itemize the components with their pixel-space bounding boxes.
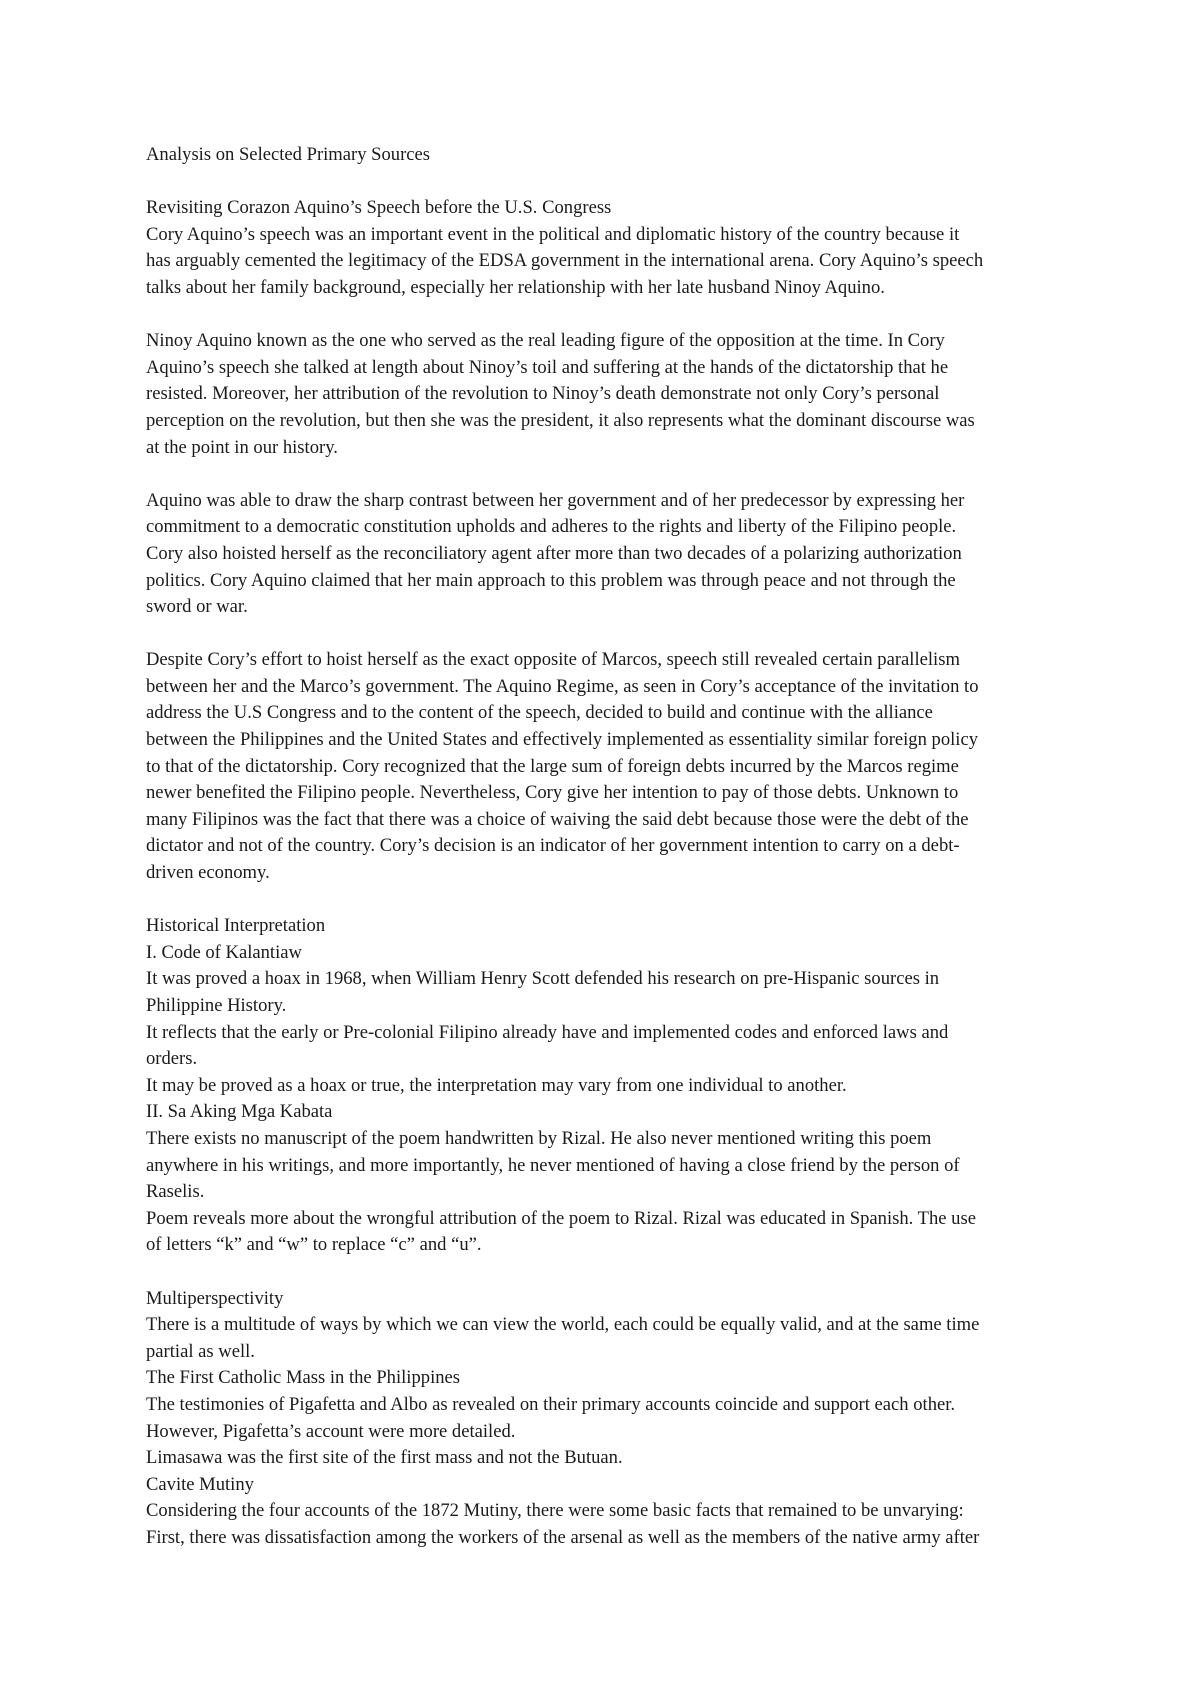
text-line: The testimonies of Pigafetta and Albo as revealed on their primary accounts coincide and support each other. xyxy=(146,1393,956,1415)
paragraph-gap xyxy=(146,461,1080,488)
text-line: Cavite Mutiny xyxy=(146,1473,254,1495)
paragraph-gap xyxy=(146,169,1080,196)
text-line: Analysis on Selected Primary Sources xyxy=(146,144,431,165)
text-line: partial as well. xyxy=(146,1340,255,1362)
text-line: many Filipinos was the fact that there was a choice of waiving the said debt because those were the debt of the xyxy=(146,808,969,830)
paragraph-gap xyxy=(146,887,1080,914)
text-line: at the point in our history. xyxy=(146,436,338,458)
text-line: Revisiting Corazon Aquino’s Speech before the U.S. Congress xyxy=(146,197,612,219)
text-line: address the U.S Congress and to the content of the speech, decided to build and continue with the alliance xyxy=(146,702,933,724)
text-line: Raselis. xyxy=(146,1181,205,1203)
paragraph-gap xyxy=(146,1259,1080,1286)
text-line: perception on the revolution, but then she was the president, it also represents what the dominant discourse was xyxy=(146,409,975,431)
text-line: Limasawa was the first site of the first mass and not the Butuan. xyxy=(146,1447,623,1469)
text-line: II. Sa Aking Mga Kabata xyxy=(146,1101,333,1123)
document-body xyxy=(146,142,1080,1551)
text-line: I. Code of Kalantiaw xyxy=(146,941,302,963)
text-line: It reflects that the early or Pre-colonial Filipino already have and implemented codes and enforced laws and xyxy=(146,1021,949,1043)
text-line: of letters “k” and “w” to replace “c” and “u”. xyxy=(146,1234,482,1256)
text-line: Philippine History. xyxy=(146,995,287,1016)
text-line: dictator and not of the country. Cory’s decision is an indicator of her government intention to carry on a debt- xyxy=(146,835,960,857)
text-line: There exists no manuscript of the poem handwritten by Rizal. He also never mentioned writing this poem xyxy=(146,1127,932,1149)
text-line: Aquino was able to draw the sharp contrast between her government and of her predecessor by expressing her xyxy=(146,489,965,511)
text-line: Cory also hoisted herself as the reconciliatory agent after more than two decades of a polarizing authorization xyxy=(146,542,962,564)
text-line: Historical Interpretation xyxy=(146,915,326,937)
text-line: Cory Aquino’s speech was an important event in the political and diplomatic history of the country because it xyxy=(146,223,960,245)
paragraph-gap xyxy=(146,302,1080,329)
text-line: The First Catholic Mass in the Philippines xyxy=(146,1367,461,1389)
text-line: Multiperspectivity xyxy=(146,1287,284,1309)
text-line: There is a multitude of ways by which we can view the world, each could be equally valid, and at the same time xyxy=(146,1314,980,1336)
text-line: Aquino’s speech she talked at length about Ninoy’s toil and suffering at the hands of the dictatorship that he xyxy=(146,356,949,378)
text-line: driven economy. xyxy=(146,862,270,884)
text-line: between her and the Marco’s government. The Aquino Regime, as seen in Cory’s acceptance of the invitation to xyxy=(146,675,979,697)
text-line: commitment to a democratic constitution upholds and adheres to the rights and liberty of the Filipino people. xyxy=(146,516,957,538)
text-line: to that of the dictatorship. Cory recognized that the large sum of foreign debts incurred by the Marcos regime xyxy=(146,755,959,777)
text-line: Ninoy Aquino known as the one who served as the real leading figure of the opposition at the time. In Cory xyxy=(146,330,945,352)
text-line: has arguably cemented the legitimacy of the EDSA government in the international arena. Cory Aquino’s speech xyxy=(146,250,984,272)
text-line: between the Philippines and the United States and effectively implemented as essentiality similar foreign policy xyxy=(146,729,979,751)
text-line: First, there was dissatisfaction among the workers of the arsenal as well as the members of the native army after xyxy=(146,1526,980,1548)
text-line: However, Pigafetta’s account were more detailed. xyxy=(146,1420,516,1442)
text-line: Considering the four accounts of the 1872 Mutiny, there were some basic facts that remained to be unvarying: xyxy=(146,1500,964,1522)
text-line: newer benefited the Filipino people. Nevertheless, Cory give her intention to pay of those debts. Unknown to xyxy=(146,782,959,804)
text-line: It was proved a hoax in 1968, when William Henry Scott defended his research on pre-Hispanic sources in xyxy=(146,968,940,990)
text-line: Poem reveals more about the wrongful attribution of the poem to Rizal. Rizal was educated in Spanish. The use xyxy=(146,1207,976,1229)
text-line: It may be proved as a hoax or true, the interpretation may vary from one individual to another. xyxy=(146,1074,847,1096)
text-line: orders. xyxy=(146,1048,198,1070)
text-line: anywhere in his writings, and more importantly, he never mentioned of having a close friend by the person of xyxy=(146,1154,960,1176)
text-line: resisted. Moreover, her attribution of the revolution to Ninoy’s death demonstrate not only Cory’s personal xyxy=(146,383,940,405)
text-line: talks about her family background, especially her relationship with her late husband Ninoy Aquino. xyxy=(146,276,885,298)
paragraph-gap xyxy=(146,621,1080,648)
text-line: Despite Cory’s effort to hoist herself as the exact opposite of Marcos, speech still revealed certain parallelism xyxy=(146,649,960,671)
text-line: sword or war. xyxy=(146,596,248,618)
text-line: politics. Cory Aquino claimed that her main approach to this problem was through peace and not through the xyxy=(146,569,956,591)
